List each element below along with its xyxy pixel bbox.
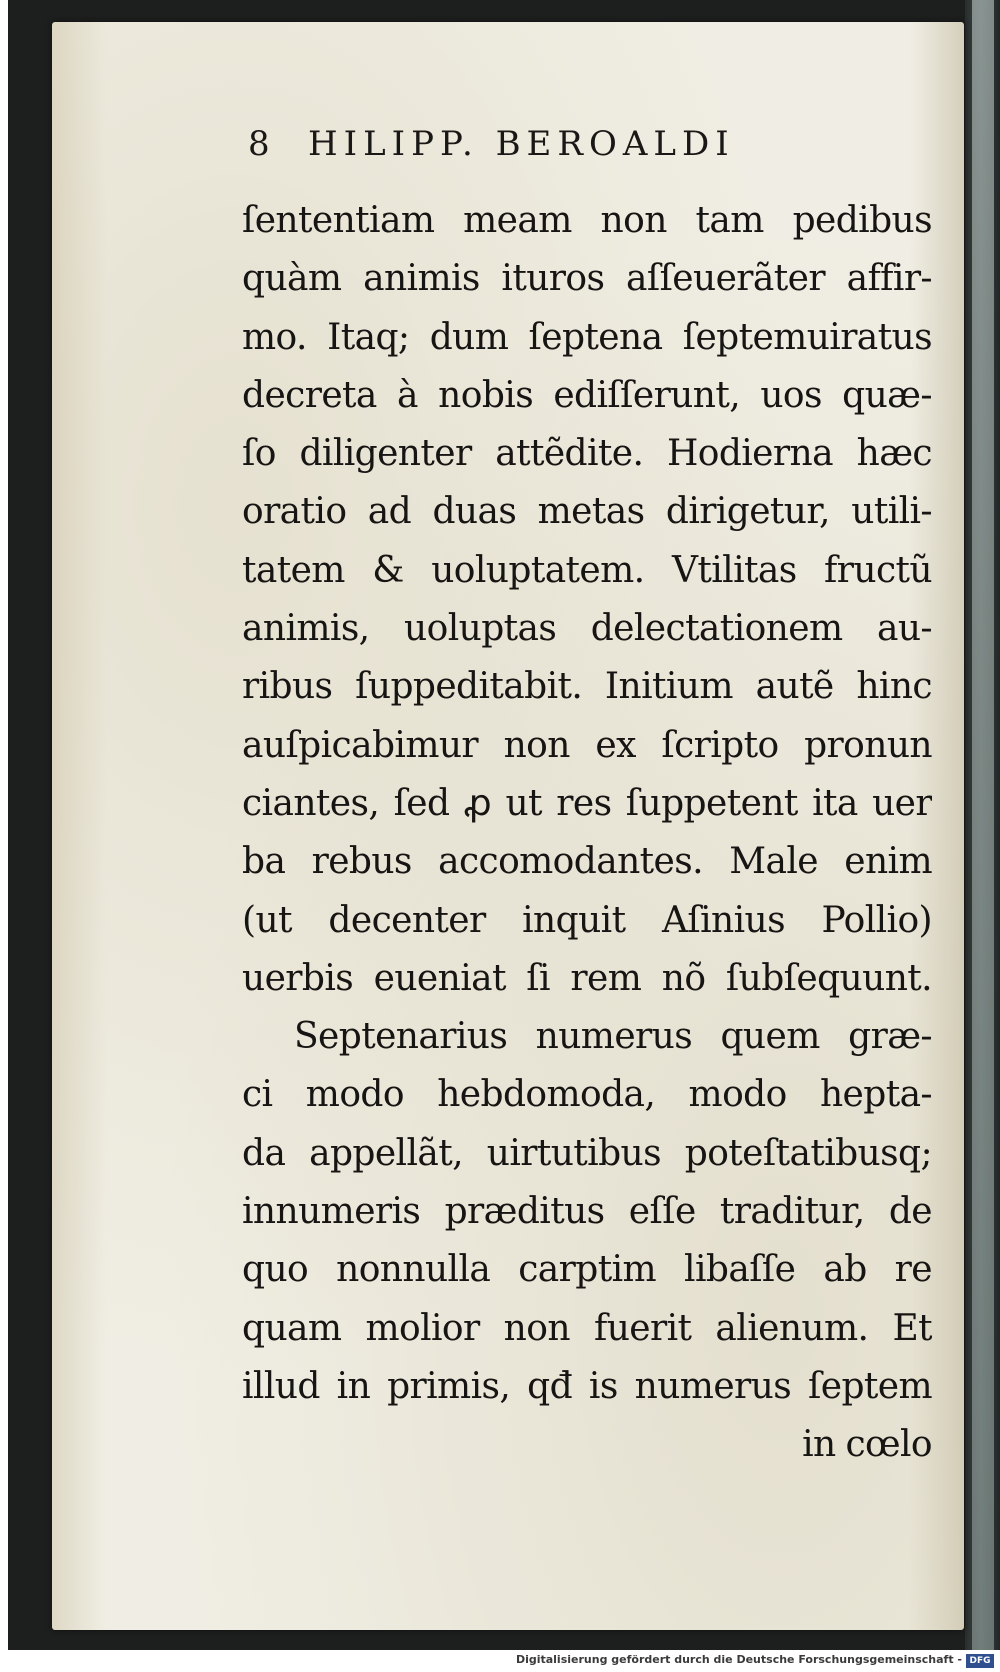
text-line: auſpicabimur non ex ſcripto pronun <box>242 724 932 766</box>
text-line: ciantes, ſed ꝓ ut res ſuppetent ita uer <box>242 782 932 824</box>
text-line: ba rebus accomodantes. Male enim <box>242 841 932 883</box>
text-line: ci modo hebdomoda, modo hepta- <box>242 1074 932 1116</box>
text-line: ſo diligenter attẽdite. Hodierna hæc <box>242 433 932 475</box>
dfg-credit-text: Digitalisierung gefördert durch die Deutsche Forschungsgemeinschaft - <box>515 1653 962 1666</box>
text-line: mo. Itaq; dum ſeptena ſeptemuiratus <box>242 316 932 358</box>
text-line: tatem & uoluptatem. Vtilitas fructũ <box>242 549 932 591</box>
dfg-logo: DFG <box>966 1654 994 1668</box>
text-line: innumeris præditus eſſe traditur, de <box>242 1191 932 1233</box>
book-page <box>52 22 964 1630</box>
text-line: quam molior non fuerit alienum. Et <box>242 1307 932 1349</box>
paragraph-start-line: Septenarius numerus quem græ- <box>294 1016 932 1058</box>
text-line: da appellãt, uirtutibus poteſtatibusq; <box>242 1132 932 1174</box>
text-line: illud in primis, qđ is numerus ſeptem <box>242 1365 932 1407</box>
catchword: in cœlo <box>802 1424 932 1466</box>
text-block <box>242 192 932 1475</box>
running-head-title: HILIPP. BEROALDI <box>308 124 735 164</box>
spine-highlight <box>972 0 994 1650</box>
page-number: 8 <box>248 124 270 164</box>
text-line: quàm animis ituros aſſeuerãter affir- <box>242 258 932 300</box>
text-line: quo nonnulla carptim libaſſe ab re <box>242 1249 932 1291</box>
text-line: decreta à nobis ediſſerunt, uos quæ- <box>242 374 932 416</box>
text-line: uerbis eueniat ſi rem nõ ſubſequunt. <box>242 957 932 999</box>
digitization-footer <box>0 1650 1000 1672</box>
text-line: (ut decenter inquit Aſinius Pollio) <box>242 899 932 941</box>
running-head <box>248 118 888 170</box>
text-line: oratio ad duas metas dirigetur, utili- <box>242 491 932 533</box>
text-line: ſententiam meam non tam pedibus <box>242 200 932 241</box>
text-line: ribus ſuppeditabit. Initium autẽ hinc <box>242 666 932 708</box>
text-line: animis, uoluptas delectationem au- <box>242 608 932 650</box>
